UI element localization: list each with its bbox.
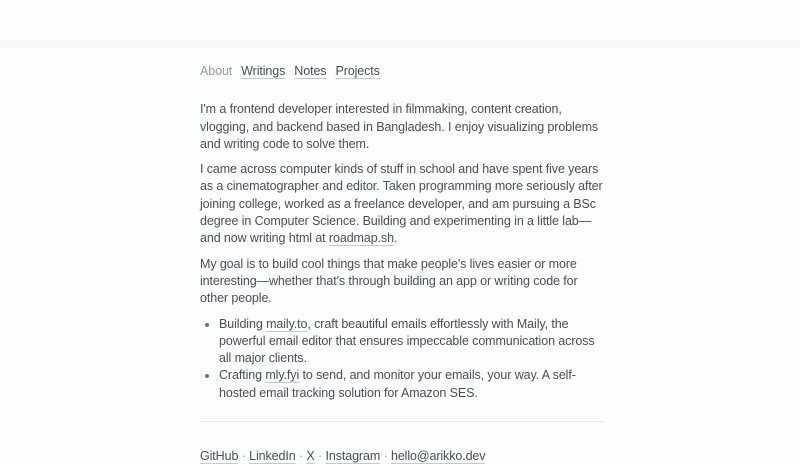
nav-item-projects[interactable]: Projects xyxy=(335,64,380,78)
work-item-maily: • Building maily.to, craft beautiful emails effortlessly with Maily, the powerful email editor that ensures impeccable communication across all major clients. xyxy=(219,316,604,368)
intro-paragraph: I'm a frontend developer interested in filmmaking, content creation, vlogging, and backend based in Bangladesh. I enjoy visualizing problems and writing code to solve them. xyxy=(200,102,599,151)
inline-link-roadmap-sh[interactable]: roadmap.sh xyxy=(328,231,394,246)
work-item-mlyfyi: • Crafting mly.fyi to send, and monitor your emails, your way. A self-hosted email tracking solution for Amazon SES. xyxy=(219,367,604,402)
current-work-list xyxy=(200,316,604,402)
footer-separator: · xyxy=(314,449,326,464)
footer-link-hello-arikko-dev[interactable]: hello@arikko.dev xyxy=(390,449,486,464)
about-page xyxy=(200,0,604,465)
footer-separator: · xyxy=(380,449,391,464)
background-paragraph: I came across computer kinds of stuff in school and have spent five years as a cinematographer and editor. Taken programming more seriously after joining college, worked as a freelance developer, and am pursuing a BSc degree in Computer Science. Building and experimenting in a little lab—and now writing html at roadmap.sh. xyxy=(200,162,603,246)
footer-link-x[interactable]: X xyxy=(306,449,315,464)
inline-link-maily-to[interactable]: maily.to xyxy=(266,316,308,331)
nav-item-about[interactable]: About xyxy=(200,64,233,78)
main-nav xyxy=(200,63,604,80)
nav-item-writings[interactable]: Writings xyxy=(241,64,286,78)
footer-link-linkedin[interactable]: LinkedIn xyxy=(249,449,296,464)
nav-item-notes[interactable]: Notes xyxy=(294,64,327,78)
footer-separator: · xyxy=(295,449,307,464)
footer-separator: · xyxy=(238,449,250,464)
inline-link-mly-fyi[interactable]: mly.fyi xyxy=(265,368,300,383)
footer-link-instagram[interactable]: Instagram xyxy=(325,449,381,464)
footer-divider xyxy=(200,421,604,422)
footer-link-github[interactable]: GitHub xyxy=(200,449,239,464)
footer-links xyxy=(200,448,604,465)
goal-paragraph: My goal is to build cool things that make people's lives easier or more interesting—whether that's through building an app or writing code for other people. xyxy=(200,256,578,306)
